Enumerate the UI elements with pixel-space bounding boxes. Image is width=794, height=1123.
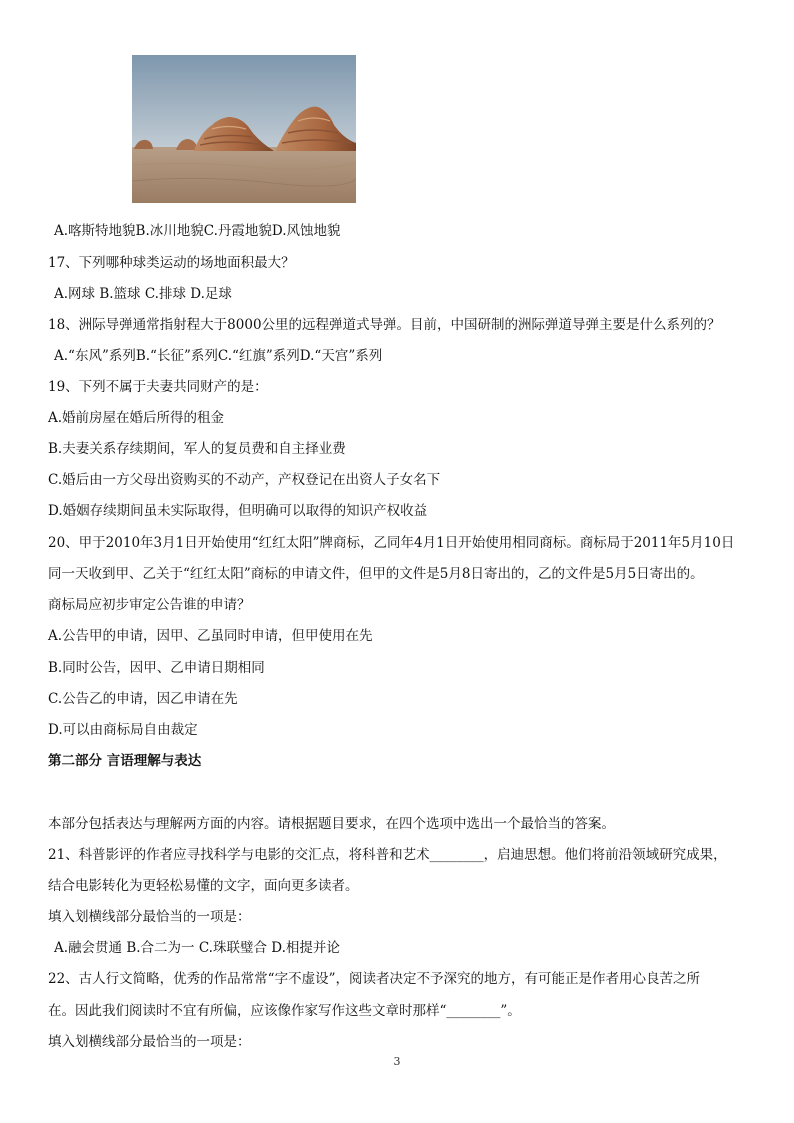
- section-2-title: 第二部分 言语理解与表达: [48, 753, 202, 769]
- q19-option-b: B.夫妻关系存续期间，军人的复员费和自主择业费: [48, 441, 346, 457]
- q20-question-line3: 商标局应初步审定公告谁的申请？: [48, 597, 251, 613]
- q19-option-d: D.婚姻存续期间虽未实际取得，但明确可以取得的知识产权收益: [48, 503, 428, 519]
- q21-prompt: 填入划横线部分最恰当的一项是：: [48, 909, 251, 925]
- yardang-landscape-image: [132, 55, 356, 203]
- q21-question-line1: 21、科普影评的作者应寻找科学与电影的交汇点，将科普和艺术________，启迪思想。他们将前沿领域研究成果，: [48, 847, 727, 863]
- q21-options: A.融会贯通 B.合二为一 C.珠联璧合 D.相提并论: [54, 940, 340, 956]
- q22-prompt: 填入划横线部分最恰当的一项是：: [48, 1034, 251, 1050]
- q16-options: A.喀斯特地貌B.冰川地貌C.丹霞地貌D.风蚀地貌: [54, 223, 341, 239]
- q22-question-line1: 22、古人行文简略，优秀的作品常常“字不虚设”，阅读者决定不予深究的地方，有可能正是作者用心良苦之所: [48, 971, 700, 987]
- q20-option-d: D.可以由商标局自由裁定: [48, 722, 198, 738]
- q20-question-line1: 20、甲于2010年3月1日开始使用“红红太阳”牌商标，乙同年4月1日开始使用相同商标。商标局于2011年5月10日: [48, 535, 735, 551]
- page-number: 3: [393, 1055, 401, 1068]
- q22-question-line2: 在。因此我们阅读时不宜有所偏，应该像作家写作这些文章时那样“________”。: [48, 1003, 521, 1019]
- section-2-intro: 本部分包括表达与理解两方面的内容。请根据题目要求，在四个选项中选出一个最恰当的答案。: [48, 816, 615, 832]
- desert-landform-photo: [132, 55, 356, 203]
- q18-options: A.“东风”系列B.“长征”系列C.“红旗”系列D.“天宫”系列: [54, 348, 383, 364]
- q17-options: A.网球 B.篮球 C.排球 D.足球: [54, 286, 232, 302]
- q17-question: 17、下列哪种球类运动的场地面积最大？: [48, 255, 295, 271]
- q21-question-line2: 结合电影转化为更轻松易懂的文字，面向更多读者。: [48, 878, 359, 894]
- q19-question: 19、下列不属于夫妻共同财产的是：: [48, 379, 268, 395]
- q20-question-line2: 同一天收到甲、乙关于“红红太阳”商标的申请文件，但甲的文件是5月8日寄出的，乙的文件是5月5日寄出的。: [48, 566, 704, 582]
- q19-option-a: A.婚前房屋在婚后所得的租金: [48, 410, 225, 426]
- q19-option-c: C.婚后由一方父母出资购买的不动产，产权登记在出资人子女名下: [48, 472, 441, 488]
- q18-question: 18、洲际导弹通常指射程大于8000公里的远程弹道式导弹。目前，中国研制的洲际弹道导弹主要是什么系列的？: [48, 317, 721, 333]
- q20-option-c: C.公告乙的申请，因乙申请在先: [48, 691, 238, 707]
- q20-option-a: A.公告甲的申请，因甲、乙虽同时申请，但甲使用在先: [48, 628, 373, 644]
- q20-option-b: B.同时公告，因甲、乙申请日期相同: [48, 660, 265, 676]
